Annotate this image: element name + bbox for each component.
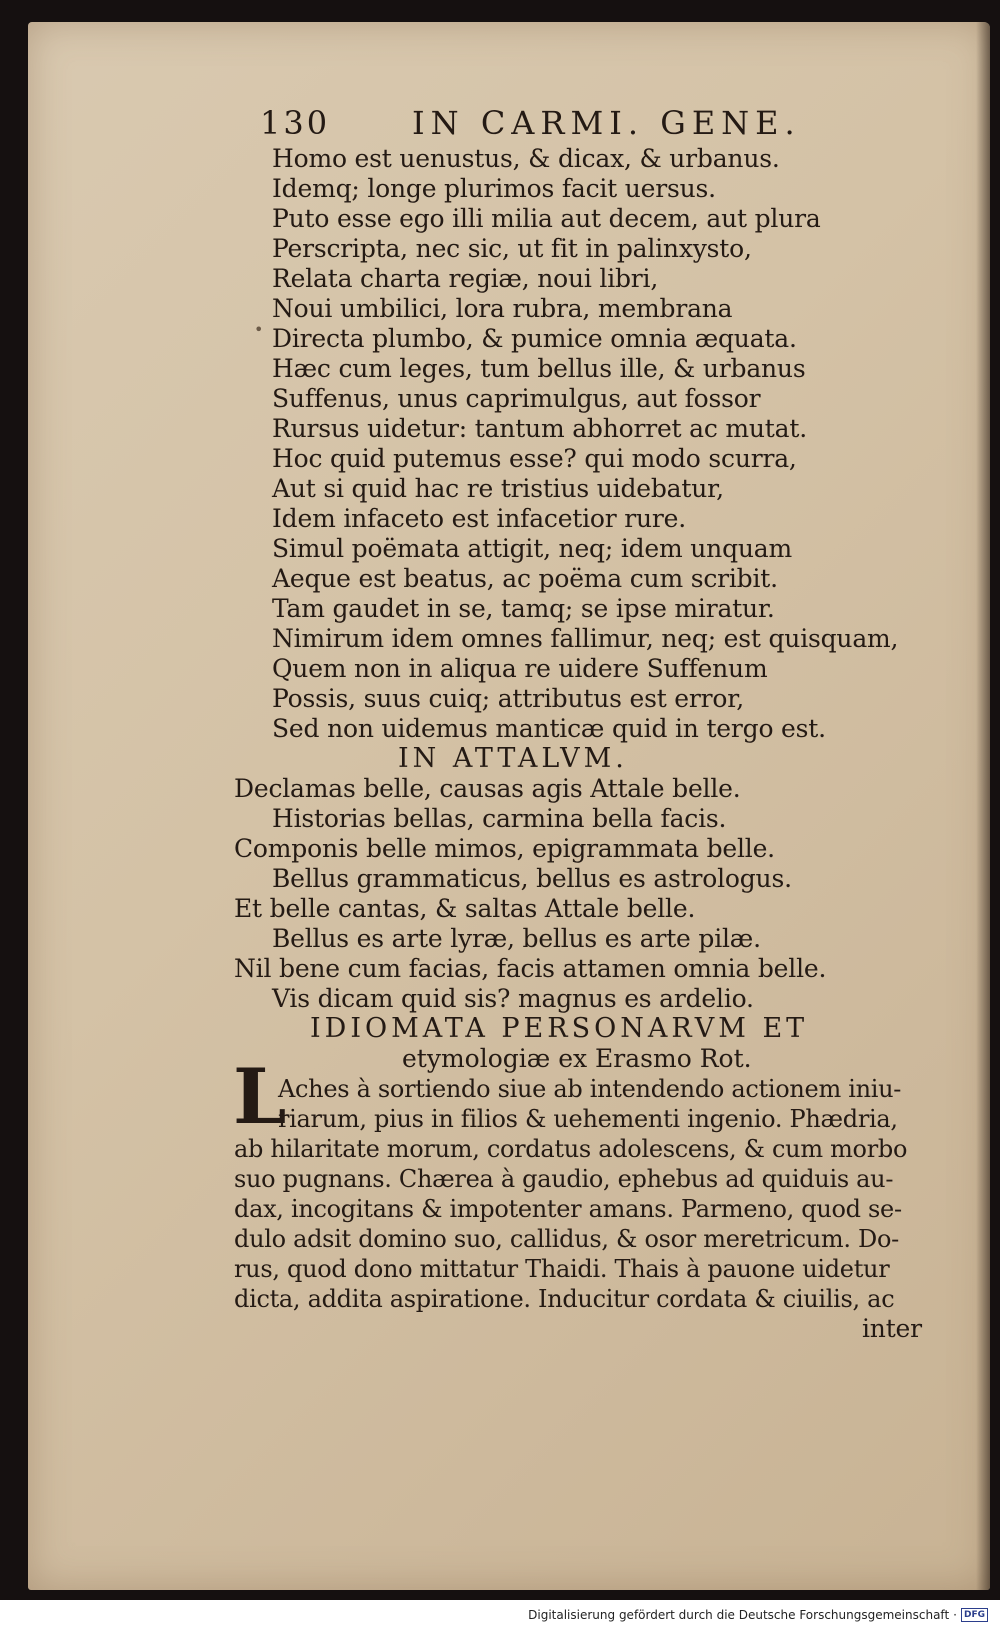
- verse-line: Directa plumbo, & pumice omnia æquata.: [272, 324, 797, 353]
- prose-line: Aches à sortiendo siue ab intendendo actionem iniu-: [278, 1075, 902, 1103]
- verse-line: Declamas belle, causas agis Attale belle.: [234, 774, 741, 803]
- prose-line: dax, incogitans & impotenter amans. Parmeno, quod se-: [234, 1195, 902, 1223]
- verse-line: Hoc quid putemus esse? qui modo scurra,: [272, 444, 797, 473]
- verse-line: Idemq; longe plurimos facit uersus.: [272, 174, 716, 203]
- section-heading: IDIOMATA PERSONARVM ET: [310, 1013, 809, 1044]
- page-edge-shadow: [976, 22, 990, 1590]
- catchword: inter: [862, 1314, 922, 1343]
- page-header: [260, 104, 960, 148]
- verse-line: Bellus grammaticus, bellus es astrologus.: [272, 864, 792, 893]
- verse-line: Quem non in aliqua re uidere Suffenum: [272, 654, 768, 683]
- footer-credit: Digitalisierung gefördert durch die Deutsche Forschungsgemeinschaft: [528, 1608, 950, 1622]
- book-page: [28, 22, 990, 1590]
- section-heading: IN ATTALVM.: [398, 743, 628, 774]
- verse-line: Vis dicam quid sis? magnus es ardelio.: [272, 984, 754, 1013]
- verse-line: Suffenus, unus caprimulgus, aut fossor: [272, 384, 761, 413]
- verse-line: Et belle cantas, & saltas Attale belle.: [234, 894, 696, 923]
- verse-line: Puto esse ego illi milia aut decem, aut plura: [272, 204, 821, 233]
- verse-line: Historias bellas, carmina bella facis.: [272, 804, 727, 833]
- verse-line: Relata charta regiæ, noui libri,: [272, 264, 659, 293]
- digitization-footer: Digitalisierung gefördert durch die Deutsche Forschungsgemeinschaft · DFG: [528, 1608, 988, 1622]
- drop-cap: L: [233, 1052, 287, 1141]
- running-title: IN CARMI. GENE.: [412, 104, 801, 142]
- prose-line: riarum, pius in filios & uehementi ingenio. Phædria,: [278, 1105, 898, 1133]
- margin-mark: •: [254, 320, 264, 339]
- prose-line: rus, quod dono mittatur Thaidi. Thais à pauone uidetur: [234, 1255, 890, 1283]
- dfg-logo-icon[interactable]: DFG: [961, 1608, 988, 1622]
- prose-line: dicta, addita aspiratione. Inducitur cordata & ciuilis, ac: [234, 1285, 895, 1313]
- verse-line: Rursus uidetur: tantum abhorret ac mutat.: [272, 414, 807, 443]
- verse-line: Aut si quid hac re tristius uidebatur,: [272, 474, 724, 503]
- prose-line: dulo adsit domino suo, callidus, & osor meretricum. Do-: [234, 1225, 899, 1253]
- section-subheading: etymologiæ ex Erasmo Rot.: [402, 1044, 752, 1073]
- verse-line: Possis, suus cuiq; attributus est error,: [272, 684, 745, 713]
- verse-line: Idem infaceto est infacetior rure.: [272, 504, 687, 533]
- verse-line: Tam gaudet in se, tamq; se ipse miratur.: [272, 594, 775, 623]
- verse-line: Noui umbilici, lora rubra, membrana: [272, 294, 733, 323]
- verse-line: Simul poëmata attigit, neq; idem unquam: [272, 534, 792, 563]
- verse-line: Homo est uenustus, & dicax, & urbanus.: [272, 144, 780, 173]
- prose-line: suo pugnans. Chærea à gaudio, ephebus ad quiduis au-: [234, 1165, 894, 1193]
- page-number: 130: [260, 104, 331, 142]
- verse-line: Perscripta, nec sic, ut fit in palinxysto,: [272, 234, 752, 263]
- verse-line: Aeque est beatus, ac poëma cum scribit.: [272, 564, 778, 593]
- verse-line: Nimirum idem omnes fallimur, neq; est quisquam,: [272, 624, 899, 653]
- prose-line: ab hilaritate morum, cordatus adolescens, & cum morbo: [234, 1135, 908, 1163]
- verse-line: Sed non uidemus manticæ quid in tergo est.: [272, 714, 826, 743]
- verse-line: Hæc cum leges, tum bellus ille, & urbanus: [272, 354, 806, 383]
- verse-line: Bellus es arte lyræ, bellus es arte pilæ.: [272, 924, 761, 953]
- verse-line: Nil bene cum facias, facis attamen omnia belle.: [234, 954, 827, 983]
- verse-line: Componis belle mimos, epigrammata belle.: [234, 834, 775, 863]
